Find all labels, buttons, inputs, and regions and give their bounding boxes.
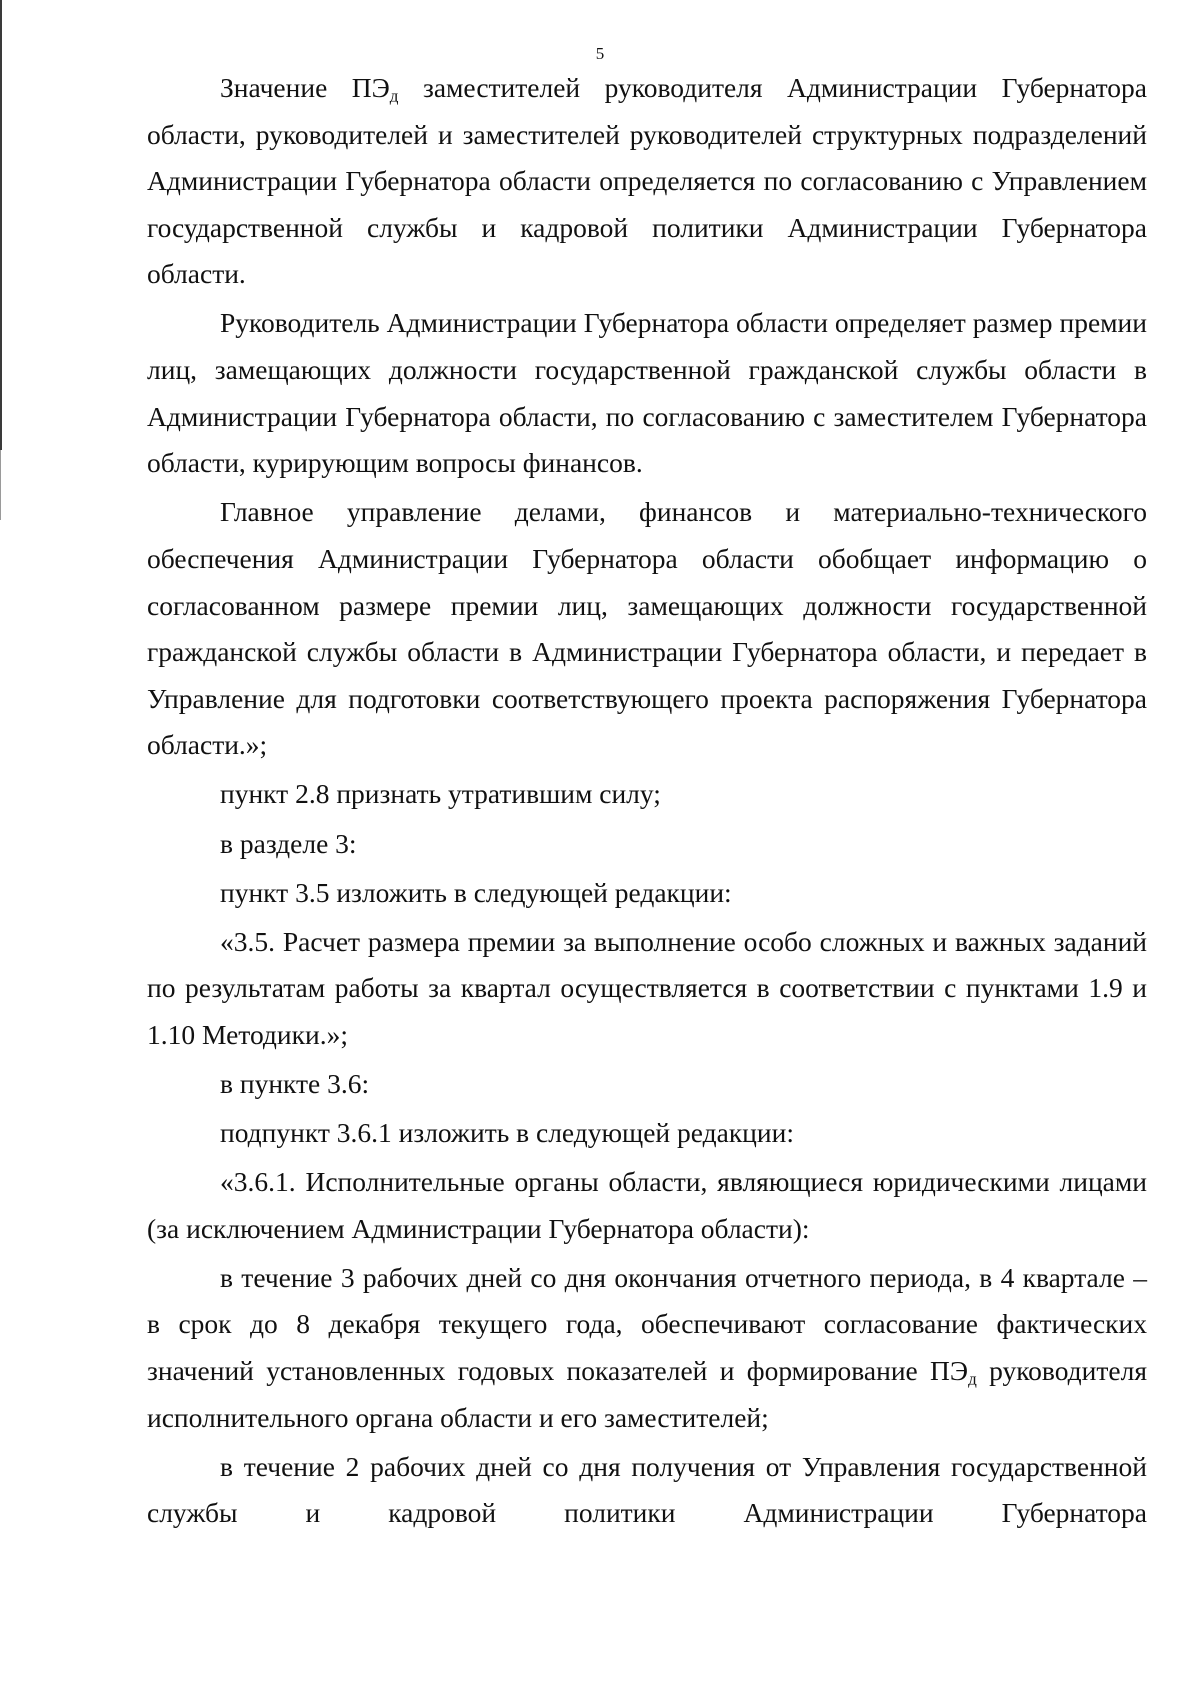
paragraph-item-2-8: пункт 2.8 признать утратившим силу;	[220, 778, 661, 810]
scan-margin-edge-faint	[0, 450, 1, 520]
paragraph-item-3-6: в пункте 3.6:	[220, 1067, 370, 1099]
paragraph-item-3-5-intro: пункт 3.5 изложить в следующей редакции:	[220, 876, 732, 908]
paragraph-pe-deputies: Значение $ПЭ_д$ заместителей руководителя Администрации Губернатора области, руководителей и заместителей руководителей структурных подразделений Администрации Губернатора области определяется по согласованию с Управлением государственной службы и кадровой политики Администрации Губернатора области.	[147, 72, 1148, 290]
paragraph-subitem-3-6-1-intro: подпункт 3.6.1 изложить в следующей редакции:	[220, 1117, 794, 1149]
paragraph-within-3-days: в течение 3 рабочих дней со дня окончания отчетного периода, в 4 квартале – в срок до 8 декабря текущего года, обеспечивают согласование фактических значений установленных годовых показателей и формирование $ПЭ_д$ руководителя исполнительного органа области и его заместителей;	[147, 1261, 1147, 1433]
paragraph-item-3-5-text: «3.5. Расчет размера премии за выполнение особо сложных и важных заданий по результатам работы за квартал осуществляется в соответствии с пунктами 1.9 и 1.10 Методики.»;	[147, 925, 1147, 1050]
paragraph-subitem-3-6-1-text: «3.6.1. Исполнительные органы области, являющиеся юридическими лицами (за исключением Администрации Губернатора области):	[147, 1166, 1147, 1244]
paragraph-within-2-days: в течение 2 рабочих дней со дня получения от Управления государственной службы и кадровой политики Администрации Губернатора	[147, 1450, 1147, 1529]
paragraph-head-determines-bonus: Руководитель Администрации Губернатора области определяет размер премии лиц, замещающих должности государственной гражданской службы области в Администрации Губернатора области, по согласованию с заместителем Губернатора области, курирующим вопросы финансов.	[147, 307, 1147, 479]
page-number: 5	[595, 44, 605, 63]
paragraph-section-3: в разделе 3:	[220, 827, 357, 859]
scan-margin-edge	[0, 0, 2, 450]
paragraph-main-directorate: Главное управление делами, финансов и материально-технического обеспечения Администрации Губернатора области обобщает информацию о согласованном размере премии лиц, замещающих должности государственной гражданской службы области в Администрации Губернатора области, и передает в Управление для подготовки соответствующего проекта распоряжения Губернатора области.»;	[147, 496, 1147, 761]
document-body	[147, 65, 1147, 1537]
